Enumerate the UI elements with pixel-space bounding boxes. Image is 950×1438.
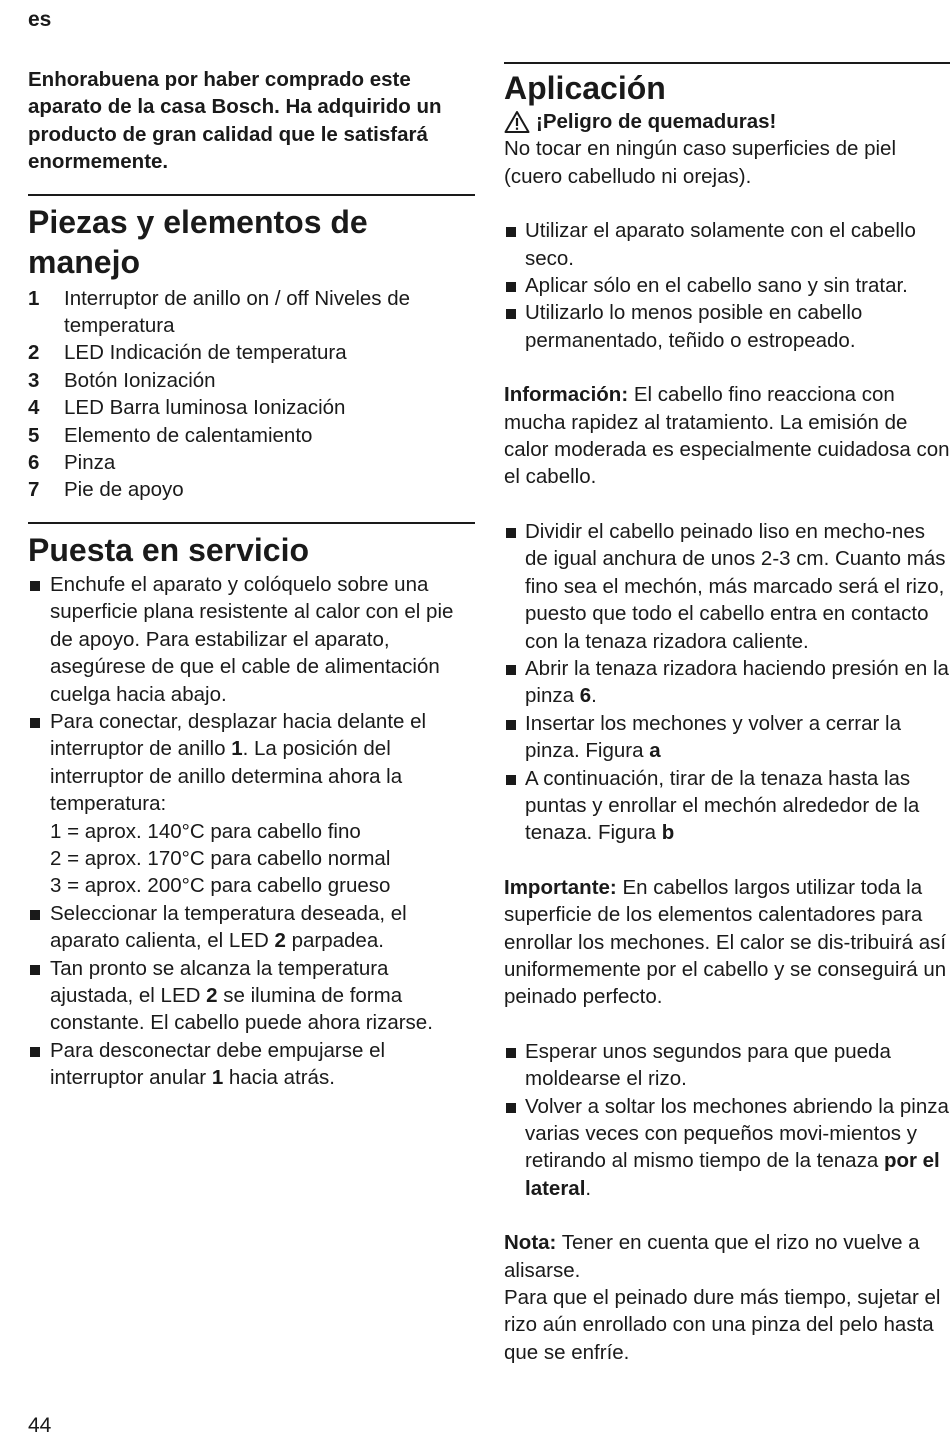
temperature-option: 2 = aprox. 170°C para cabello normal [50, 846, 391, 870]
bullet-item: Utilizarlo lo menos posible en cabello permanentado, teñido o estropeado. [504, 299, 950, 354]
bullet-item: Para conectar, desplazar hacia delante el interruptor de anillo 1. La posición del interruptor de anillo determina ahora la temperatura: 1 = aprox. 140°C para cabello fino 2 = aprox. 170°C para cabello normal 3 = aprox. 200°C para cabello grueso [28, 708, 475, 900]
section-divider [28, 194, 475, 196]
bullet-item: Volver a soltar los mechones abriendo la pinza varias veces con pequeños movi-mientos y retirando al mismo tiempo de la tenaza por el lateral. [504, 1093, 950, 1203]
parts-list-item: 1 Interruptor de anillo on / off Niveles de temperatura [28, 286, 411, 338]
bullet-item: Para desconectar debe empujarse el interruptor anular 1 hacia atrás. [28, 1037, 475, 1092]
bullet-square-icon [506, 282, 516, 292]
important-paragraph: Importante: En cabellos largos utilizar toda la superficie de los elementos calentadores para enrollar los mechones. El calor se dis-tribuirá así uniformemente por el cabello y se conseguirá un peinado perfecto. [504, 875, 947, 1009]
bullet-square-icon [506, 775, 516, 785]
usage-conditions-list [504, 217, 950, 354]
parts-list-item: 3 Botón Ionización [28, 368, 216, 392]
bullet-square-icon [30, 965, 40, 975]
language-code: es [28, 8, 52, 31]
bullet-square-icon [30, 581, 40, 591]
parts-heading: Piezas y elementos de manejo [28, 203, 368, 280]
section-divider [28, 522, 475, 524]
bullet-item: Abrir la tenaza rizadora haciendo presión en la pinza 6. [504, 655, 950, 710]
note-paragraph: Nota: Tener en cuenta que el rizo no vuelve a alisarse. [504, 1231, 920, 1282]
bullet-item: Seleccionar la temperatura deseada, el aparato calienta, el LED 2 parpadea. [28, 900, 475, 955]
bullet-item: A continuación, tirar de la tenaza hasta las puntas y enrollar el mechón alrededor de la tenaza. Figura b [504, 765, 950, 847]
bullet-square-icon [506, 665, 516, 675]
bullet-square-icon [506, 720, 516, 730]
parts-list-item: 4 LED Barra luminosa Ionización [28, 396, 346, 420]
bullet-square-icon [30, 718, 40, 728]
bullet-item: Insertar los mechones y volver a cerrar la pinza. Figura a [504, 710, 950, 765]
bullet-item: Esperar unos segundos para que pueda moldearse el rizo. [504, 1038, 950, 1093]
bullet-square-icon [506, 227, 516, 237]
warning-heading: ¡Peligro de quemaduras! [504, 108, 950, 135]
bullet-square-icon [30, 910, 40, 920]
info-paragraph: Información: El cabello fino reacciona con mucha rapidez al tratamiento. La emisión de calor moderada es especialmente cuidadosa con el cabello. [504, 383, 950, 489]
bullet-item: Aplicar sólo en el cabello sano y sin tratar. [504, 272, 950, 299]
application-heading: Aplicación [504, 70, 666, 106]
bullet-item: Enchufe el aparato y colóquelo sobre una superficie plana resistente al calor con el pie de apoyo. Para estabilizar el aparato, asegúrese de que el cable de alimentación cuelga hacia abajo. [28, 571, 475, 708]
bullet-square-icon [506, 528, 516, 538]
parts-list-item: 6 Pinza [28, 451, 116, 475]
bullet-square-icon [506, 309, 516, 319]
warning-triangle-icon [504, 110, 530, 134]
startup-list [28, 571, 475, 1092]
bullet-item: Dividir el cabello peinado liso en mecho-nes de igual anchura de unos 2-3 cm. Cuanto más fino sea el mechón, más marcado será el rizo, puesto que todo el cabello entra en contacto con la tenaza rizadora caliente. [504, 518, 950, 655]
right-column [504, 62, 950, 1366]
startup-heading: Puesta en servicio [28, 531, 310, 568]
left-column [28, 62, 475, 1092]
parts-list-item: 7 Pie de apoyo [28, 478, 184, 502]
note-paragraph-continued: Para que el peinado dure más tiempo, sujetar el rizo aún enrollado con una pinza del pelo hasta que se enfríe. [504, 1286, 941, 1364]
bullet-item: Utilizar el aparato solamente con el cabello seco. [504, 217, 950, 272]
warning-text: No tocar en ningún caso superficies de piel (cuero cabelludo ni orejas). [504, 137, 897, 188]
bullet-square-icon [506, 1103, 516, 1113]
parts-list-item: 2 LED Indicación de temperatura [28, 341, 347, 365]
parts-list [28, 285, 475, 504]
finishing-steps-list [504, 1038, 950, 1202]
page-number: 44 [28, 1414, 52, 1437]
temperature-option: 3 = aprox. 200°C para cabello grueso [50, 874, 391, 898]
intro-text: Enhorabuena por haber comprado este aparato de la casa Bosch. Ha adquirido un producto de gran calidad que le satisfará enormemente. [28, 68, 442, 174]
temperature-option: 1 = aprox. 140°C para cabello fino [50, 819, 361, 843]
curling-steps-list [504, 518, 950, 847]
bullet-item: Tan pronto se alcanza la temperatura ajustada, el LED 2 se ilumina de forma constante. El cabello puede ahora rizarse. [28, 955, 475, 1037]
bullet-square-icon [506, 1048, 516, 1058]
parts-list-item: 5 Elemento de calentamiento [28, 423, 313, 447]
section-divider [504, 62, 950, 64]
bullet-square-icon [30, 1047, 40, 1057]
